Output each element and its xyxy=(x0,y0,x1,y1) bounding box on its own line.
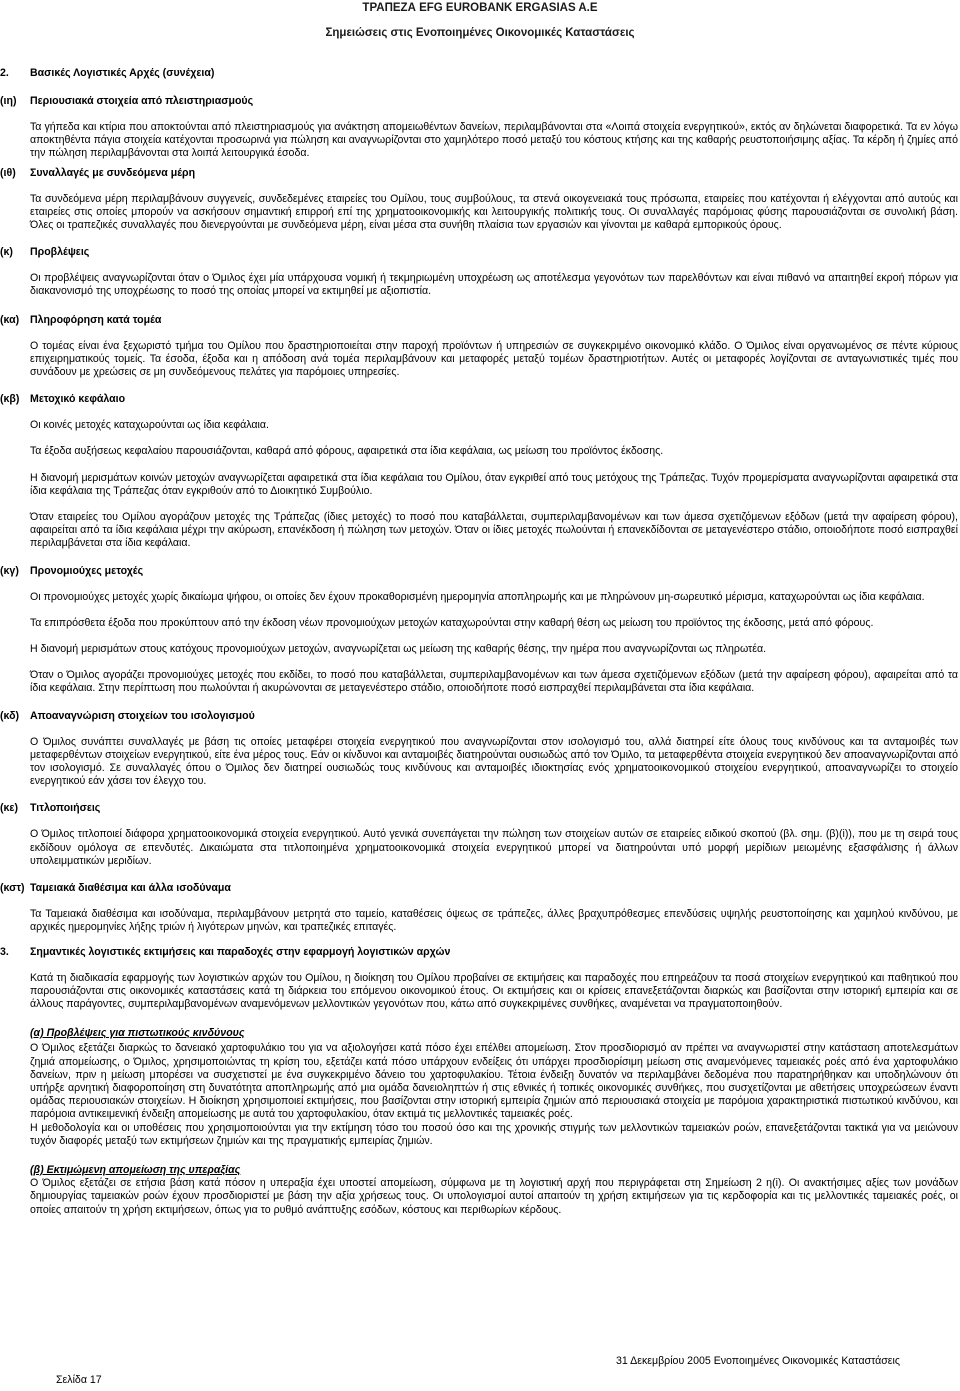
section-title: Αποαναγνώριση στοιχείων του ισολογισμού xyxy=(30,709,255,722)
subsection-title: (β) Εκτιμώμενη απομείωση της υπεραξίας xyxy=(30,1163,241,1176)
section-title: Τιτλοποιήσεις xyxy=(30,802,101,815)
section-number: 3. xyxy=(0,945,9,958)
paragraph: Ο Όμιλος εξετάζει σε ετήσια βάση κατά πόσον η υπεραξία έχει υποστεί απομείωση, σύμφωνα με τη λογιστική αρχή που περιγράφεται στη Σημείωση 2 η(i). Οι ανακτήσιμες αξίες των μονάδων δημιουργίας ταμειακών ροών έχουν προσδιοριστεί με βάση την αξία χρήσεως τους. Οι υπολογισμοί αυτοί απαιτούν τη χρήση εκτιμήσεων για τις κερδοφορία και τις μελλοντικές ταμειακές ροές, οι οποίες απαιτούν τη χρήση εκτιμήσεων, όπως για το ρυθμό ανάπτυξης εσόδων, κόστους και περιθωρίων κέρδους. xyxy=(30,1177,958,1216)
paragraph: Ο Όμιλος τιτλοποιεί διάφορα χρηματοοικονομικά στοιχεία ενεργητικού. Αυτό γενικά συνεπάγεται την πώληση των στοιχείων αυτών σε εταιρείες ειδικού σκοπού (βλ. σημ. (β)(i)), που με τη σειρά τους εκδίδουν ομόλογα σε επενδυτές. Δικαιώματα στα τιτλοποιημένα χρηματοοικονομικά στοιχεία ενεργητικού μπορεί να διατηρούνται υπό μορφή μερίδιων μειωμένης εξασφάλισης ή άλλων υπολειμματικών μεριδίων. xyxy=(30,828,958,867)
section-title: Βασικές Λογιστικές Αρχές (συνέχεια) xyxy=(30,67,215,79)
section-title: Πληροφόρηση κατά τομέα xyxy=(30,313,162,326)
paragraph: Η διανομή μερισμάτων κοινών μετοχών αναγνωρίζεται αφαιρετικά στα ίδια κεφάλαια του Ομίλου, όταν εγκριθεί από τους μετόχους της Τράπεζας. Τυχόν προμερίσματα αναγνωρίζονται αφαιρετικά στα ίδια κεφάλαια της Τράπεζας όταν εγκριθούν από το Διοικητικό Συμβούλιο. xyxy=(30,471,958,497)
section-title: Συναλλαγές με συνδεόμενα μέρη xyxy=(30,166,196,179)
section-heading xyxy=(0,314,960,327)
section-heading xyxy=(0,393,960,406)
section-number: (ιθ) xyxy=(0,166,16,179)
section-number: (κ) xyxy=(0,246,13,259)
paragraph: Η μεθοδολογία και οι υποθέσεις που χρησιμοποιούνται για την εκτίμηση τόσο του ποσού όσο και της χρονικής στιγμής των μελλοντικών ταμειακών ροών, επανεξετάζονται τακτικά για να μειώνουν τυχόν διαφορές μεταξύ των εκτιμήσεων ζημιών και της πραγματικής εμπειρίας ζημιών. xyxy=(30,1121,958,1147)
document-subtitle: Σημειώσεις στις Ενοποιημένες Οικονομικές Καταστάσεις xyxy=(325,27,635,39)
section-title: Προνομιούχες μετοχές xyxy=(30,564,144,577)
section-heading xyxy=(0,946,960,959)
section-number: (κα) xyxy=(0,313,20,326)
page-number: Σελίδα 17 xyxy=(56,1374,102,1386)
section-heading xyxy=(0,167,960,180)
section-number: (κστ) xyxy=(0,882,25,895)
section-number: (κγ) xyxy=(0,564,19,577)
paragraph: Οι κοινές μετοχές καταχωρούνται ως ίδια κεφάλαια. xyxy=(30,419,269,432)
paragraph: Οι προβλέψεις αναγνωρίζονται όταν ο Όμιλος έχει μία υπάρχουσα νομική ή τεκμηριωμένη υποχρέωση ως αποτέλεσμα γεγονότων των παρελθόντων και είναι πιθανό να απαιτηθεί εκροή πόρων για διακανονισμό της υποχρέωσης το ποσό της οποίας μπορεί να εκτιμηθεί με αξιοπιστία. xyxy=(30,272,958,298)
section-title: Σημαντικές λογιστικές εκτιμήσεις και παραδοχές στην εφαρμογή λογιστικών αρχών xyxy=(30,945,451,958)
section-number: 2. xyxy=(0,67,9,79)
section-heading xyxy=(0,67,960,80)
paragraph: Τα έξοδα αυξήσεως κεφαλαίου παρουσιάζονται, καθαρά από φόρους, αφαιρετικά στα ίδια κεφάλαια, ως μείωση του προϊόντος έκδοσης. xyxy=(30,445,664,458)
section-number: (κδ) xyxy=(0,709,20,722)
paragraph: Τα συνδεόμενα μέρη περιλαμβάνουν συγγενείς, συνδεδεμένες εταιρείες του Ομίλου, τους συμβούλους, τα στενά οικογενειακά τους πρόσωπα, εταιρείες που κατέχονται ή ελέγχονται από αυτούς και εταιρείες στις οποίες μπορούν να ασκήσουν σημαντική επιρροή επί της χρηματοοικονομικής και λειτουργικής πολιτικής τους. Οι συναλλαγές παρόμοιας φύσης παρουσιάζονται σε συνολική βάση. Όλες οι τραπεζικές συναλλαγές που διενεργούνται με συνδεόμενα μέρη, είναι μέσα στα συνήθη πλαίσια των εργασιών και γίνονται με καθαρά εμπορικούς όρους. xyxy=(30,192,958,232)
paragraph: Η διανομή μερισμάτων στους κατόχους προνομιούχων μετοχών, αναγνωρίζεται ως μείωση της καθαρής θέσης, την ημέρα που αναγνωρίζονται ως πληρωτέα. xyxy=(30,643,767,656)
subsection-title: (α) Προβλέψεις για πιστωτικούς κινδύνους xyxy=(30,1027,245,1040)
section-heading xyxy=(0,95,960,108)
section-title: Περιουσιακά στοιχεία από πλειστηριασμούς xyxy=(30,95,254,107)
paragraph: Ο Όμιλος συνάπτει συναλλαγές με βάση τις οποίες μεταφέρει στοιχεία ενεργητικού που αναγνωρίζονται στον ισολογισμό του, αλλά διατηρεί είτε όλους τους κινδύνους και τα ανταμοιβές των μεταφερθέντων στοιχείων ενεργητικού, είτε ένα μέρος τους. Εάν οι κίνδυνοι και ανταμοιβές διατηρούνται ουσιωδώς από τον Όμιλο, τα μεταφερθέντα στοιχεία ενεργητικού δεν αποαναγνωρίζονται από τον ισολογισμό. Σε συναλλαγές όπου ο Όμιλος δεν διατηρεί ουσιωδώς τους κινδύνους και ανταμοιβές ιδιοκτησίας ενός χρηματοοικονομικού στοιχείου ενεργητικού, αποαναγνωρίζει το στοιχείο ενεργητικού εάν χάσει τον έλεγχο του. xyxy=(30,735,958,788)
paragraph: Όταν εταιρείες του Ομίλου αγοράζουν μετοχές της Τράπεζας (ίδιες μετοχές) το ποσό που καταβάλλεται, συμπεριλαμβανομένων και των άμεσα σχετιζόμενων εξόδων (μετά την αφαίρεση φόρου), αφαιρείται από τα ίδια κεφάλαια μέχρι την ακύρωση, επανέκδοση ή πώληση των μετοχών. Όταν οι ίδιες μετοχές πωλούνται ή επανεκδίδονται σε μεταγενέστερο στάδιο, οποιοδήποτε ποσό εισπραχθεί περιλαμβάνεται στα ίδια κεφάλαια. xyxy=(30,511,958,550)
section-heading xyxy=(0,246,960,259)
section-title: Προβλέψεις xyxy=(30,246,90,259)
section-number: (ιη) xyxy=(0,95,17,107)
paragraph: Τα επιπρόσθετα έξοδα που προκύπτουν από την έκδοση νέων προνομιούχων μετοχών καταχωρούνται στην καθαρή θέση ως μείωση του προϊόντος της έκδοσης, μετά από φόρους. xyxy=(30,616,874,629)
paragraph: Τα Ταμειακά διαθέσιμα και ισοδύναμα, περιλαμβάνουν μετρητά στο ταμείο, καταθέσεις όψεως σε τράπεζες, άλλες βραχυπρόθεσμες επενδύσεις υψηλής ρευστοποίησης και χαμηλού κινδύνου, με αρχικές ημερομηνίες λήξης τριών ή λιγότερων μηνών, και τραπεζικές επιταγές. xyxy=(30,908,958,934)
section-number: (κε) xyxy=(0,802,18,815)
footer-date: 31 Δεκεμβρίου 2005 Ενοποιημένες Οικονομικές Καταστάσεις xyxy=(616,1355,900,1367)
section-heading xyxy=(0,882,960,895)
section-heading xyxy=(0,565,960,578)
paragraph: Κατά τη διαδικασία εφαρμογής των λογιστικών αρχών του Ομίλου, η διοίκηση του Ομίλου προβαίνει σε εκτιμήσεις και παραδοχές που επηρεάζουν τα ποσά στοιχείων ενεργητικού και παθητικού που παρουσιάζονται στις οικονομικές καταστάσεις κατά τη διάρκεια του επόμενου οικονομικού έτους. Οι εκτιμήσεις και οι κρίσεις επανεξετάζονται διαρκώς και βασίζονται στην ιστορική εμπειρία και σε άλλους παράγοντες, συμπεριλαμβανομένων αναμενόμενων μελλοντικών γεγονότων που, κάτω από συγκεκριμένες συνθήκες, αναμένεται να πραγματοποιηθούν. xyxy=(30,971,958,1010)
section-heading xyxy=(0,802,960,815)
paragraph: Όταν ο Όμιλος αγοράζει προνομιούχες μετοχές που εκδίδει, το ποσό που καταβάλλεται, συμπεριλαμβανομένων και των άμεσα σχετιζόμενων εξόδων (μετά την αφαίρεση φόρου), αφαιρείται από τα ίδια κεφάλαια. Στην περίπτωση που πωλούνται ή ακυρώνονται σε μεταγενέστερο στάδιο, οποιοδήποτε ποσό εισπραχθεί περιλαμβάνεται στα ίδια κεφάλαια. xyxy=(30,669,958,695)
company-header: ΤΡΑΠΕΖΑ EFG EUROBANK ERGASIAS A.E xyxy=(362,2,598,14)
paragraph: Ο τομέας είναι ένα ξεχωριστό τμήμα του Ομίλου που δραστηριοποιείται στην παροχή προϊόντων ή υπηρεσιών σε συγκεκριμένο οικονομικό κλάδο. Ο Όμιλος είναι οργανωμένος σε πέντε κύριους επιχειρηματικούς τομείς. Τα έσοδα, έξοδα και η απόδοση ανά τομέα περιλαμβάνουν και μεταφορές μεταξύ τομέων δραστηριοτήτων. Αυτές οι μεταφορές λογίζονται σε ανταγωνιστικές τιμές που συνάδουν με χρεώσεις σε μη συνδεόμενους πελάτες για παρόμοιες υπηρεσίες. xyxy=(30,339,958,379)
section-title: Ταμειακά διαθέσιμα και άλλα ισοδύναμα xyxy=(30,882,231,895)
paragraph: Τα γήπεδα και κτίρια που αποκτούνται από πλειστηριασμούς για ανάκτηση απομειωθέντων δανείων, περιλαμβάνονται στα «Λοιπά στοιχεία ενεργητικού», εκτός αν δηλώνεται διαφορετικά. Τα εν λόγω αποκτηθέντα πάγια στοιχεία κατέχονται προσωρινά για πώληση και αναγνωρίζονται στο χαμηλότερο ποσό μεταξύ του κόστους κτήσης και της καθαρής ρευστοποιήσιμης αξίας. Τα κέρδη ή ζημίες από την πώληση περιλαμβάνονται στα λοιπά λειτουργικά έσοδα. xyxy=(30,121,958,160)
section-number: (κβ) xyxy=(0,393,20,406)
notes-body xyxy=(0,67,960,1217)
section-heading xyxy=(0,710,960,723)
paragraph: Ο Όμιλος εξετάζει διαρκώς το δανειακό χαρτοφυλάκιο του για να αξιολογήσει κατά πόσο έχει επέλθει απομείωση. Στον προσδιορισμό αν πρέπει να αναγνωριστεί στην κατάσταση αποτελεσμάτων ζημιά απομείωσης, ο Όμιλος, χρησιμοποιώντας τη κρίση του, εξετάζει κατά πόσο υπάρχουν ενδείξεις ότι υπάρχει προσδιορίσιμη μείωση στις αναμενόμενες ταμειακές ροές από ένα χαρτοφυλάκιο δανείων, πριν η μείωση μπορέσει να συσχετιστεί με ένα συγκεκριμένο δάνειο του χαρτοφυλακίου. Τέτοια ένδειξη δυνατόν να περιλαμβάνει δεδομένα που παρατηρήθηκαν και υποδηλώνουν ότι υπήρξε αρνητική διαφοροποίηση στη δυνατότητα αποπληρωμής από μια ομάδα δανειοληπτών ή στις εθνικές ή τοπικές οικονομικές συνθήκες, που συσχετίζονται με αθετήσεις υποχρεώσεων έναντι ομάδας περιουσιακών στοιχείων. Η διοίκηση χρησιμοποιεί εκτιμήσεις, που βασίζονται στην ιστορική εμπειρία ζημιών από περιουσιακά στοιχεία με παρόμοια χαρακτηριστικά πιστωτικού κινδύνου, και παρόμοια αντικειμενική ένδειξη απομείωσης με αυτά του χαρτοφυλακίου, όταν εκτιμά τις μελλοντικές ταμειακές ροές. xyxy=(30,1042,958,1121)
section-title: Μετοχικό κεφάλαιο xyxy=(30,393,126,406)
paragraph: Οι προνομιούχες μετοχές χωρίς δικαίωμα ψήφου, οι οποίες δεν έχουν προκαθορισμένη ημερομηνία αποπληρωμής και με πληρώνουν μη-σωρευτικό μέρισμα, καταχωρούνται ως ίδια κεφάλαια. xyxy=(30,590,925,603)
